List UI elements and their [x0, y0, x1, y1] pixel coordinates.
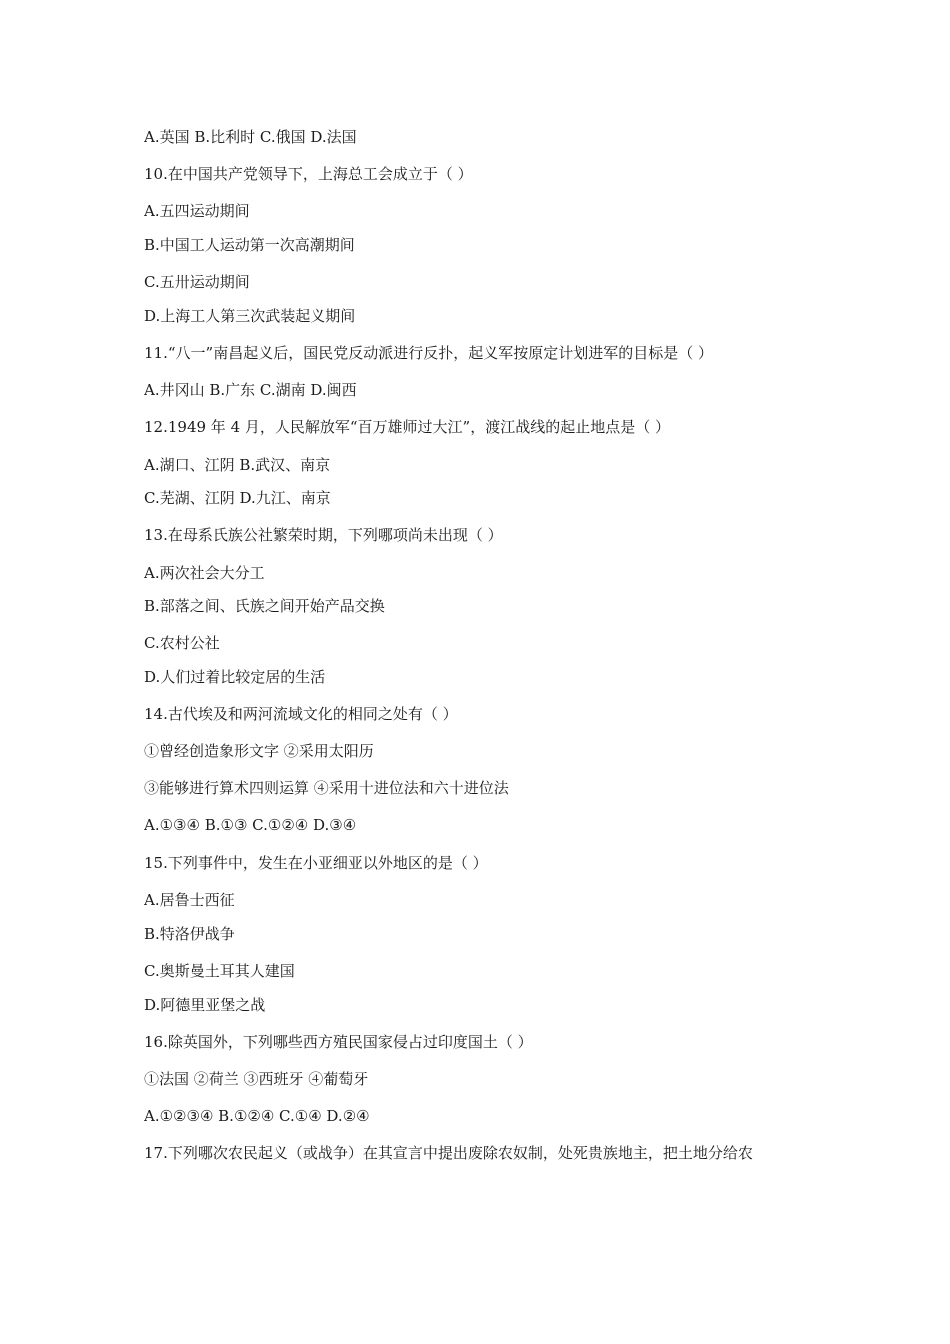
statement-line: ③能够进行算术四则运算 ④采用十进位法和六十进位法	[144, 779, 509, 797]
question-12: 12.1949 年 4 月，人民解放军“百万雄师过大江”，渡江战线的起止地点是（ ）	[144, 418, 670, 436]
option-line: A.①②③④ B.①②④ C.①④ D.②④	[144, 1107, 370, 1125]
question-11: 11.“八一”南昌起义后，国民党反动派进行反扑，起义军按原定计划进军的目标是（ ）	[144, 344, 713, 362]
statement-line: ①法国 ②荷兰 ③西班牙 ④葡萄牙	[144, 1070, 369, 1088]
option-line: A.五四运动期间	[144, 202, 250, 220]
question-16: 16.除英国外，下列哪些西方殖民国家侵占过印度国土（ ）	[144, 1033, 533, 1051]
option-line: C.奥斯曼土耳其人建国	[144, 962, 295, 980]
option-line: D.阿德里亚堡之战	[144, 996, 266, 1014]
option-line: A.湖口、江阴 B.武汉、南京	[144, 456, 331, 474]
question-17: 17.下列哪次农民起义（或战争）在其宣言中提出废除农奴制，处死贵族地主，把土地分给农	[144, 1144, 753, 1162]
option-line: B.中国工人运动第一次高潮期间	[144, 236, 355, 254]
option-line: A.居鲁士西征	[144, 891, 235, 909]
option-line: D.上海工人第三次武装起义期间	[144, 307, 356, 325]
option-line: B.特洛伊战争	[144, 925, 235, 943]
option-line: C.芜湖、江阴 D.九江、南京	[144, 489, 331, 507]
question-14: 14.古代埃及和两河流域文化的相同之处有（ ）	[144, 705, 458, 723]
option-line: D.人们过着比较定居的生活	[144, 668, 326, 686]
option-line: A.①③④ B.①③ C.①②④ D.③④	[144, 816, 357, 834]
option-line: C.农村公社	[144, 634, 220, 652]
question-15: 15.下列事件中，发生在小亚细亚以外地区的是（ ）	[144, 854, 488, 872]
option-line: A.英国 B.比利时 C.俄国 D.法国	[144, 128, 357, 146]
question-13: 13.在母系氏族公社繁荣时期，下列哪项尚未出现（ ）	[144, 526, 503, 544]
option-line: A.两次社会大分工	[144, 564, 265, 582]
question-10: 10.在中国共产党领导下，上海总工会成立于（ ）	[144, 165, 473, 183]
option-line: C.五卅运动期间	[144, 273, 250, 291]
option-line: A.井冈山 B.广东 C.湖南 D.闽西	[144, 381, 357, 399]
statement-line: ①曾经创造象形文字 ②采用太阳历	[144, 742, 374, 760]
option-line: B.部落之间、氏族之间开始产品交换	[144, 597, 385, 615]
